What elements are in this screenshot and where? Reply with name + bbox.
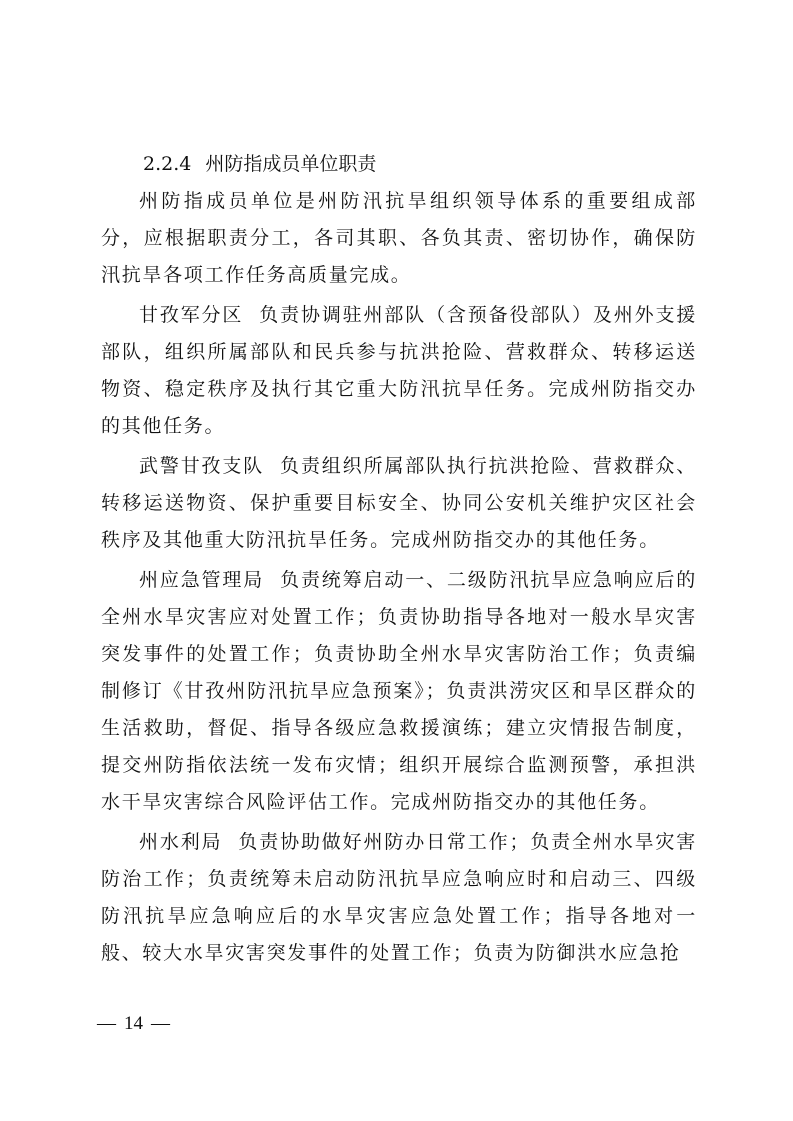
paragraph-intro <box>101 183 697 294</box>
paragraph-text: 负责统筹启动一、二级防汛抗旱应急响应后的全州水旱灾害应对处置工作；负责协助指导各地对一般水旱灾害突发事件的处置工作；负责协助全州水旱灾害防治工作；负责编制修订《甘孜州防汛抗旱应急预案》；负责洪涝灾区和旱区群众的生活救助，督促、指导各级应急救援演练；建立灾情报告制度，提交州防指依法统一发布灾情；组织开展综合监测预警，承担洪水干旱灾害综合风险评估工作。完成州防指交办的其他任务。 <box>101 569 697 813</box>
paragraph-text: 负责协调驻州部队（含预备役部队）及州外支援部队，组织所属部队和民兵参与抗洪抢险、营救群众、转移运送物资、稳定秩序及执行其它重大防汛抗旱任务。完成州防指交办的其他任务。 <box>101 304 697 437</box>
page-number: 14 <box>124 1013 143 1034</box>
paragraph-text: 州防指成员单位是州防汛抗旱组织领导体系的重要组成部分，应根据职责分工，各司其职、各负其责、密切协作，确保防汛抗旱各项工作任务高质量完成。 <box>101 190 697 286</box>
page-footer <box>97 1012 170 1036</box>
footer-dash-left: — <box>97 1013 116 1034</box>
paragraph-armed-police <box>101 448 697 559</box>
org-name: 州水利局 <box>139 831 223 853</box>
section-title: 州防指成员单位职责 <box>205 153 377 175</box>
paragraph-emergency-bureau <box>101 562 697 821</box>
section-number: 2.2.4 <box>143 153 192 175</box>
paragraph-water-bureau <box>101 824 697 972</box>
org-name: 州应急管理局 <box>139 569 265 591</box>
org-name: 甘孜军分区 <box>139 304 244 326</box>
org-name: 武警甘孜支队 <box>139 455 265 477</box>
paragraph-text: 负责协助做好州防办日常工作；负责全州水旱灾害防治工作；负责统筹未启动防汛抗旱应急响应时和启动三、四级防汛抗旱应急响应后的水旱灾害应急处置工作；指导各地对一般、较大水旱灾害突发事件的处置工作；负责为防御洪水应急抢 <box>101 831 697 964</box>
page-content <box>101 146 697 972</box>
footer-dash-right: — <box>151 1013 170 1034</box>
paragraph-military-district <box>101 297 697 445</box>
section-heading <box>101 146 697 183</box>
paragraph-text: 负责组织所属部队执行抗洪抢险、营救群众、转移运送物资、保护重要目标安全、协同公安机关维护灾区社会秩序及其他重大防汛抗旱任务。完成州防指交办的其他任务。 <box>101 455 697 551</box>
